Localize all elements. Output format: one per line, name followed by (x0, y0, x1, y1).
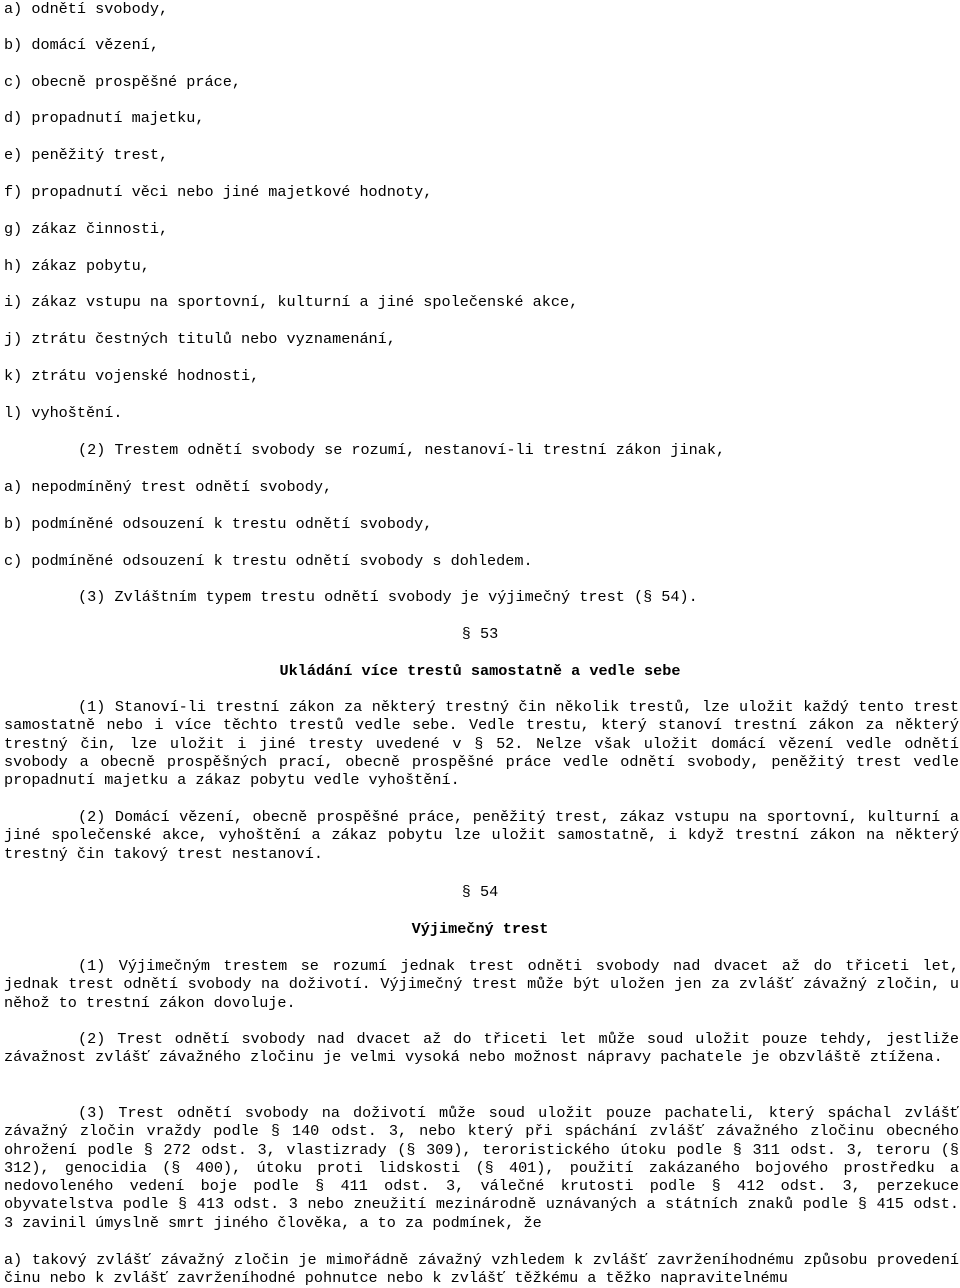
section-54-paragraph-1-text: (1) Výjimečným trestem se rozumí jednak trest odněti svobody nad dvacet až do třiceti let, jednak trest odnětí svobody na doživotí. Výjimečný trest může být uložen jen za zvlášť závažný zločin, u něhož to trestní zákon dovoluje. (4, 957, 959, 1012)
list-item: a) nepodmíněný trest odnětí svobody, (4, 478, 333, 496)
list-item: b) domácí vězení, (4, 36, 159, 54)
section-54-paragraph-2-text: (2) Trest odnětí svobody nad dvacet až do třiceti let může soud uložit pouze tehdy, jestliže závažnost zvlášť závažného zločinu je velmi vysoká nebo možnost nápravy pachatele je obzvláště ztížena. (4, 1030, 959, 1067)
paragraph-2-intro: (2) Trestem odnětí svobody se rozumí, nestanoví-li trestní zákon jinak, (78, 441, 726, 459)
list-item: j) ztrátu čestných titulů nebo vyznamenání, (4, 330, 396, 348)
list-item: h) zákaz pobytu, (4, 257, 150, 275)
list-item: c) obecně prospěšné práce, (4, 73, 241, 91)
list-item: i) zákaz vstupu na sportovní, kulturní a jiné společenské akce, (4, 293, 579, 311)
section-54-item-a-text: a) takový zvlášť závažný zločin je mimořádně závažný vzhledem k zvlášť zavrženíhodnému způsobu provedení činu nebo k zvlášť zavrženíhodné pohnutce nebo k zvlášť těžkému a těžko napravitelnému (4, 1251, 959, 1288)
list-item: e) peněžitý trest, (4, 146, 169, 164)
section-53-number: § 53 (461, 625, 499, 643)
list-item: a) odnětí svobody, (4, 0, 169, 18)
section-54-paragraph-1 (4, 957, 959, 1012)
list-item: k) ztrátu vojenské hodnosti, (4, 367, 260, 385)
section-53-paragraph-2 (4, 808, 959, 863)
list-item: b) podmíněné odsouzení k trestu odnětí svobody, (4, 515, 433, 533)
section-54-paragraph-3-text: (3) Trest odnětí svobody na doživotí může soud uložit pouze pachateli, který spáchal zvlášť závažný zločin vraždy podle § 140 odst. 3, nebo který při spáchání zvlášť závažného zločinu obecného ohrožení podle § 272 odst. 3, vlastizrady (§ 309), teroristického útoku podle § 311 odst. 3, teroru (§ 312), genocidia (§ 400), útoku proti lidskosti (§ 401), použití zakázaného bojového prostředku a nedovoleného vedení boje podle § 411 odst. 3, válečné krutosti podle § 412 odst. 3, perzekuce obyvatelstva podle § 413 odst. 3 nebo zneužití mezinárodně uznávaných a státních znaků podle § 415 odst. 3 zavinil úmyslně smrt jiného člověka, a to za podmínek, že (4, 1104, 959, 1232)
section-54-paragraph-2 (4, 1030, 959, 1067)
paragraph-3: (3) Zvláštním typem trestu odnětí svobody je výjimečný trest (§ 54). (78, 588, 698, 606)
section-54-paragraph-3 (4, 1104, 959, 1232)
section-54-title: Výjimečný trest (411, 920, 549, 938)
list-item: g) zákaz činnosti, (4, 220, 169, 238)
section-53-paragraph-1-text: (1) Stanoví-li trestní zákon za některý trestný čin několik trestů, lze uložit každý tento trest samostatně nebo i více těchto trestů vedle sebe. Vedle trestu, který stanoví trestní zákon za některý trestný čin, lze uložit i jiné tresty uvedené v § 52. Nelze však uložit domácí vězení vedle odnětí svobody a obecně prospěšných prací, obecně prospěšné práce vedle odnětí svobody, peněžitý trest vedle propadnutí majetku a zákaz pobytu vedle vyhoštění. (4, 698, 959, 790)
section-53-paragraph-1 (4, 698, 959, 789)
list-item: f) propadnutí věci nebo jiné majetkové hodnoty, (4, 183, 433, 201)
section-54-number: § 54 (461, 883, 499, 901)
section-53-paragraph-2-text: (2) Domácí vězení, obecně prospěšné práce, peněžitý trest, zákaz vstupu na sportovní, kulturní a jiné společenské akce, vyhoštění a zákaz pobytu lze uložit samostatně, i když trestní zákon na některý trestný čin takový trest nestanoví. (4, 808, 959, 863)
section-53-title: Ukládání více trestů samostatně a vedle sebe (279, 662, 681, 680)
list-item: d) propadnutí majetku, (4, 109, 205, 127)
section-54-item-a (4, 1251, 959, 1288)
list-item: c) podmíněné odsouzení k trestu odnětí svobody s dohledem. (4, 552, 533, 570)
list-item: l) vyhoštění. (4, 404, 123, 422)
